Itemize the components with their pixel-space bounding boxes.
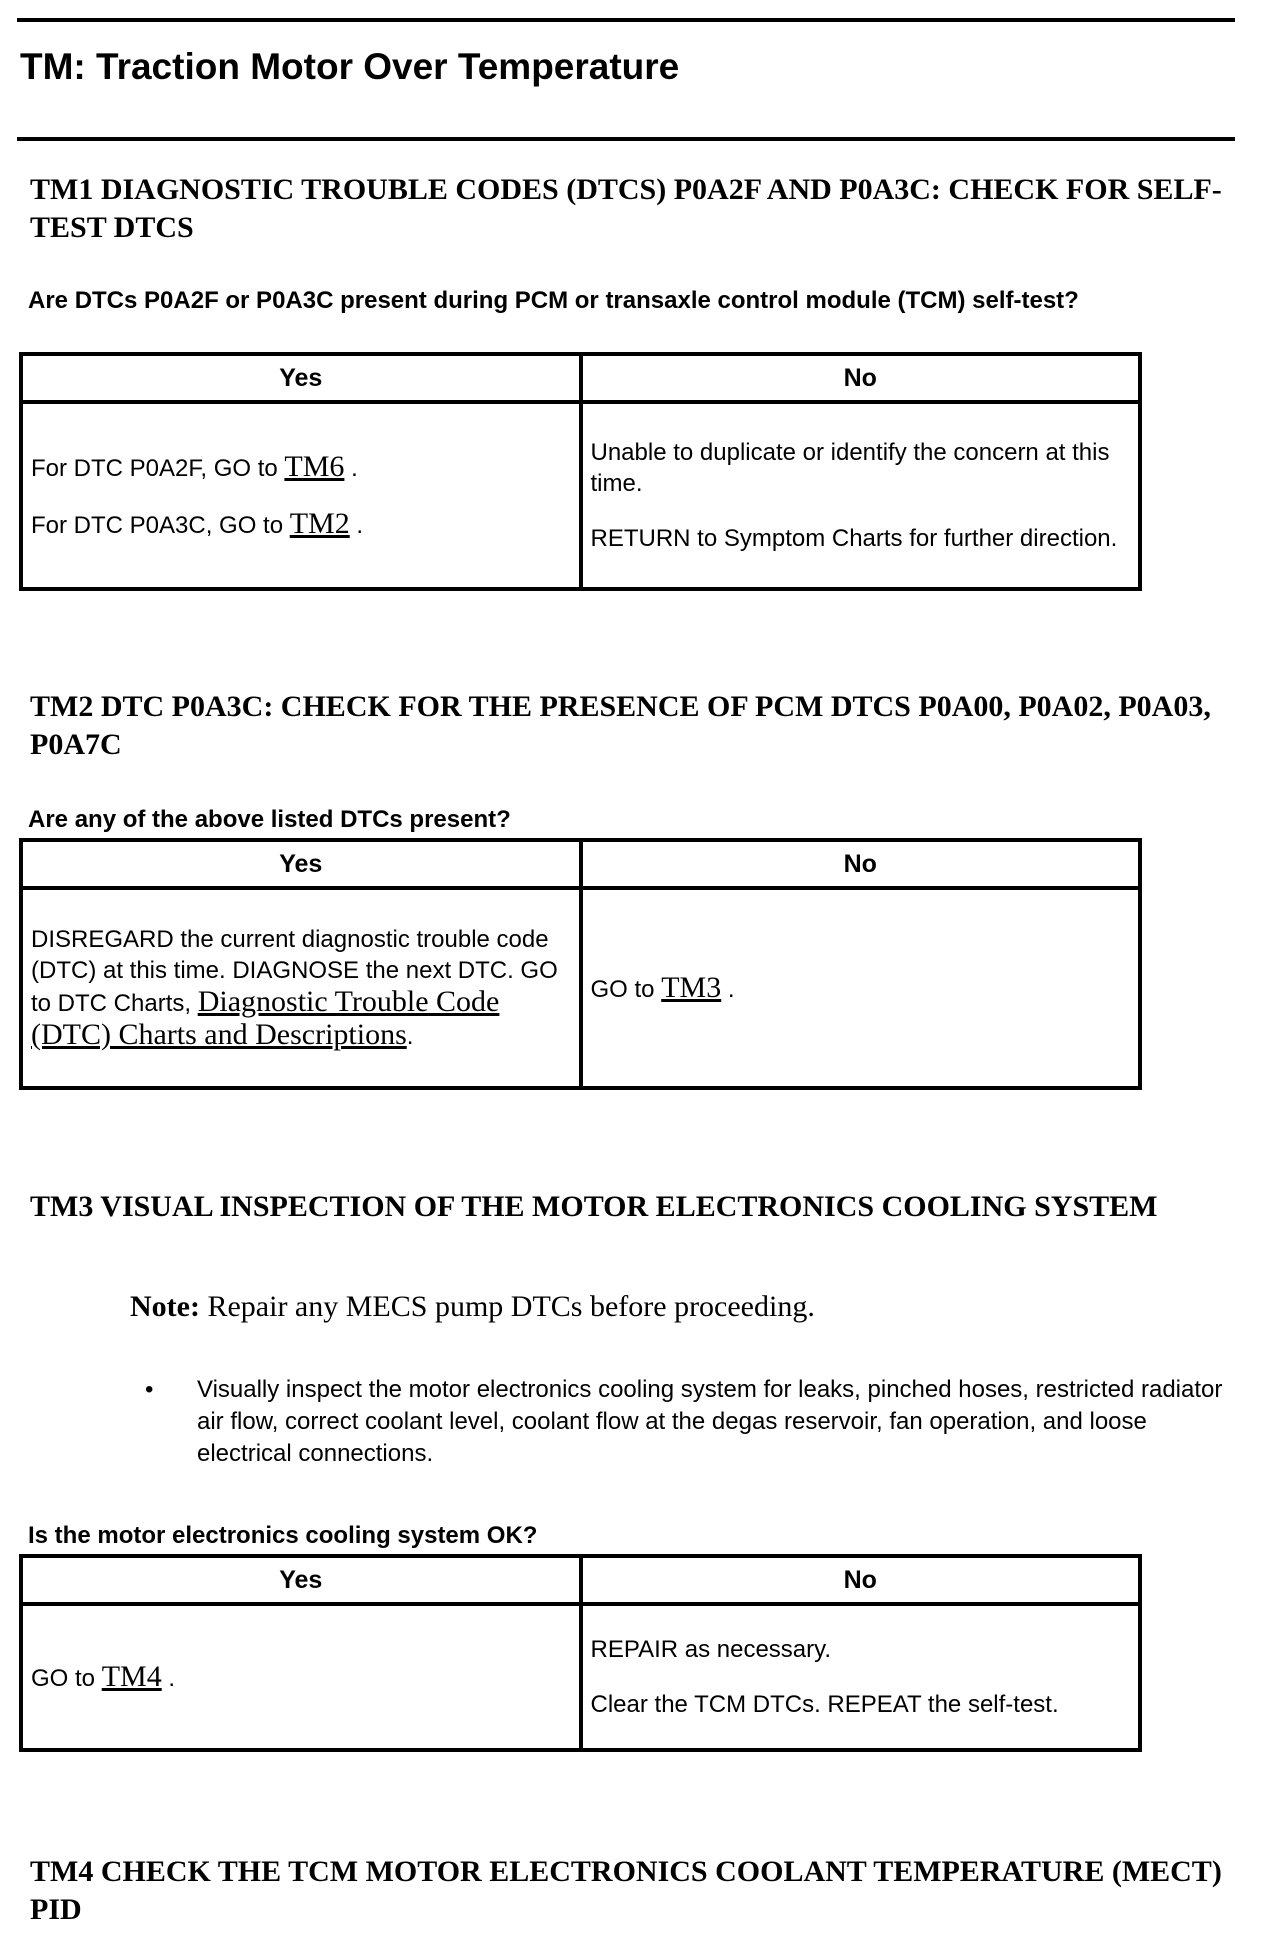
page-title: TM: Traction Motor Over Temperature <box>20 46 680 87</box>
tm3-no-header: No <box>581 1556 1141 1604</box>
tm2-link[interactable]: TM2 <box>289 506 350 540</box>
note-text: Repair any MECS pump DTCs before proceeding. <box>207 1290 815 1323</box>
top-rule <box>17 18 1235 22</box>
tm1-yes-line-2: For DTC P0A3C, GO to TM2 . <box>31 506 364 540</box>
bullet-icon: • <box>145 1376 154 1403</box>
tm1-no-line-2: RETURN to Symptom Charts for further direction. <box>590 525 1118 552</box>
tm3-no-line-2: Clear the TCM DTCs. REPEAT the self-test. <box>590 1691 1059 1718</box>
tm3-no-line-1: REPAIR as necessary. <box>590 1636 832 1663</box>
tm1-table <box>19 352 1142 591</box>
tm4-heading: TM4 CHECK THE TCM MOTOR ELECTRONICS COOLANT TEMPERATURE (MECT) PID <box>30 1855 1222 1926</box>
tm3-yes-cell: GO to TM4 . <box>21 1604 581 1750</box>
tm3-heading: TM3 VISUAL INSPECTION OF THE MOTOR ELECTRONICS COOLING SYSTEM <box>30 1190 1158 1223</box>
tm1-no-header: No <box>581 354 1141 402</box>
tm1-question: Are DTCs P0A2F or P0A3C present during PCM or transaxle control module (TCM) self-test? <box>28 287 1079 314</box>
tm2-heading: TM2 DTC P0A3C: CHECK FOR THE PRESENCE OF PCM DTCS P0A00, P0A02, P0A03, P0A7C <box>30 690 1211 761</box>
tm3-bullet-item <box>145 1374 1235 1470</box>
title-rule <box>17 137 1235 141</box>
tm3-note <box>130 1290 815 1324</box>
tm2-yes-header: Yes <box>21 840 581 888</box>
tm1-no-cell <box>581 402 1141 589</box>
tm3-link[interactable]: TM3 <box>661 970 722 1004</box>
tm2-no-cell: GO to TM3 . <box>581 888 1141 1088</box>
note-label: Note: <box>130 1290 200 1323</box>
tm4-link[interactable]: TM4 <box>101 1659 162 1693</box>
tm2-table <box>19 838 1142 1090</box>
tm2-yes-cell: DISREGARD the current diagnostic trouble code (DTC) at this time. DIAGNOSE the next DTC. GO to DTC Charts, Diagnostic Trouble Code (DTC) Charts and Descriptions. <box>21 888 581 1088</box>
tm2-no-header: No <box>581 840 1141 888</box>
tm1-yes-header: Yes <box>21 354 581 402</box>
tm1-no-line-1: Unable to duplicate or identify the concern at this time. <box>590 439 1110 497</box>
tm3-table <box>19 1554 1142 1752</box>
tm3-yes-header: Yes <box>21 1556 581 1604</box>
tm3-no-cell <box>581 1604 1141 1750</box>
tm3-question: Is the motor electronics cooling system OK? <box>28 1522 538 1549</box>
dtc-charts-link[interactable]: Diagnostic Trouble Code (DTC) Charts and Descriptions <box>31 985 500 1051</box>
bullet-text: Visually inspect the motor electronics cooling system for leaks, pinched hoses, restricted radiator air flow, correct coolant level, coolant flow at the degas reservoir, fan operation, and loose electrical connections. <box>197 1376 1223 1467</box>
tm2-question: Are any of the above listed DTCs present? <box>28 806 511 833</box>
tm1-yes-line-1: For DTC P0A2F, GO to TM6 . <box>31 449 358 483</box>
tm6-link[interactable]: TM6 <box>284 449 345 483</box>
tm1-heading: TM1 DIAGNOSTIC TROUBLE CODES (DTCS) P0A2F AND P0A3C: CHECK FOR SELF-TEST DTCS <box>30 173 1222 244</box>
tm1-yes-cell <box>21 402 581 589</box>
